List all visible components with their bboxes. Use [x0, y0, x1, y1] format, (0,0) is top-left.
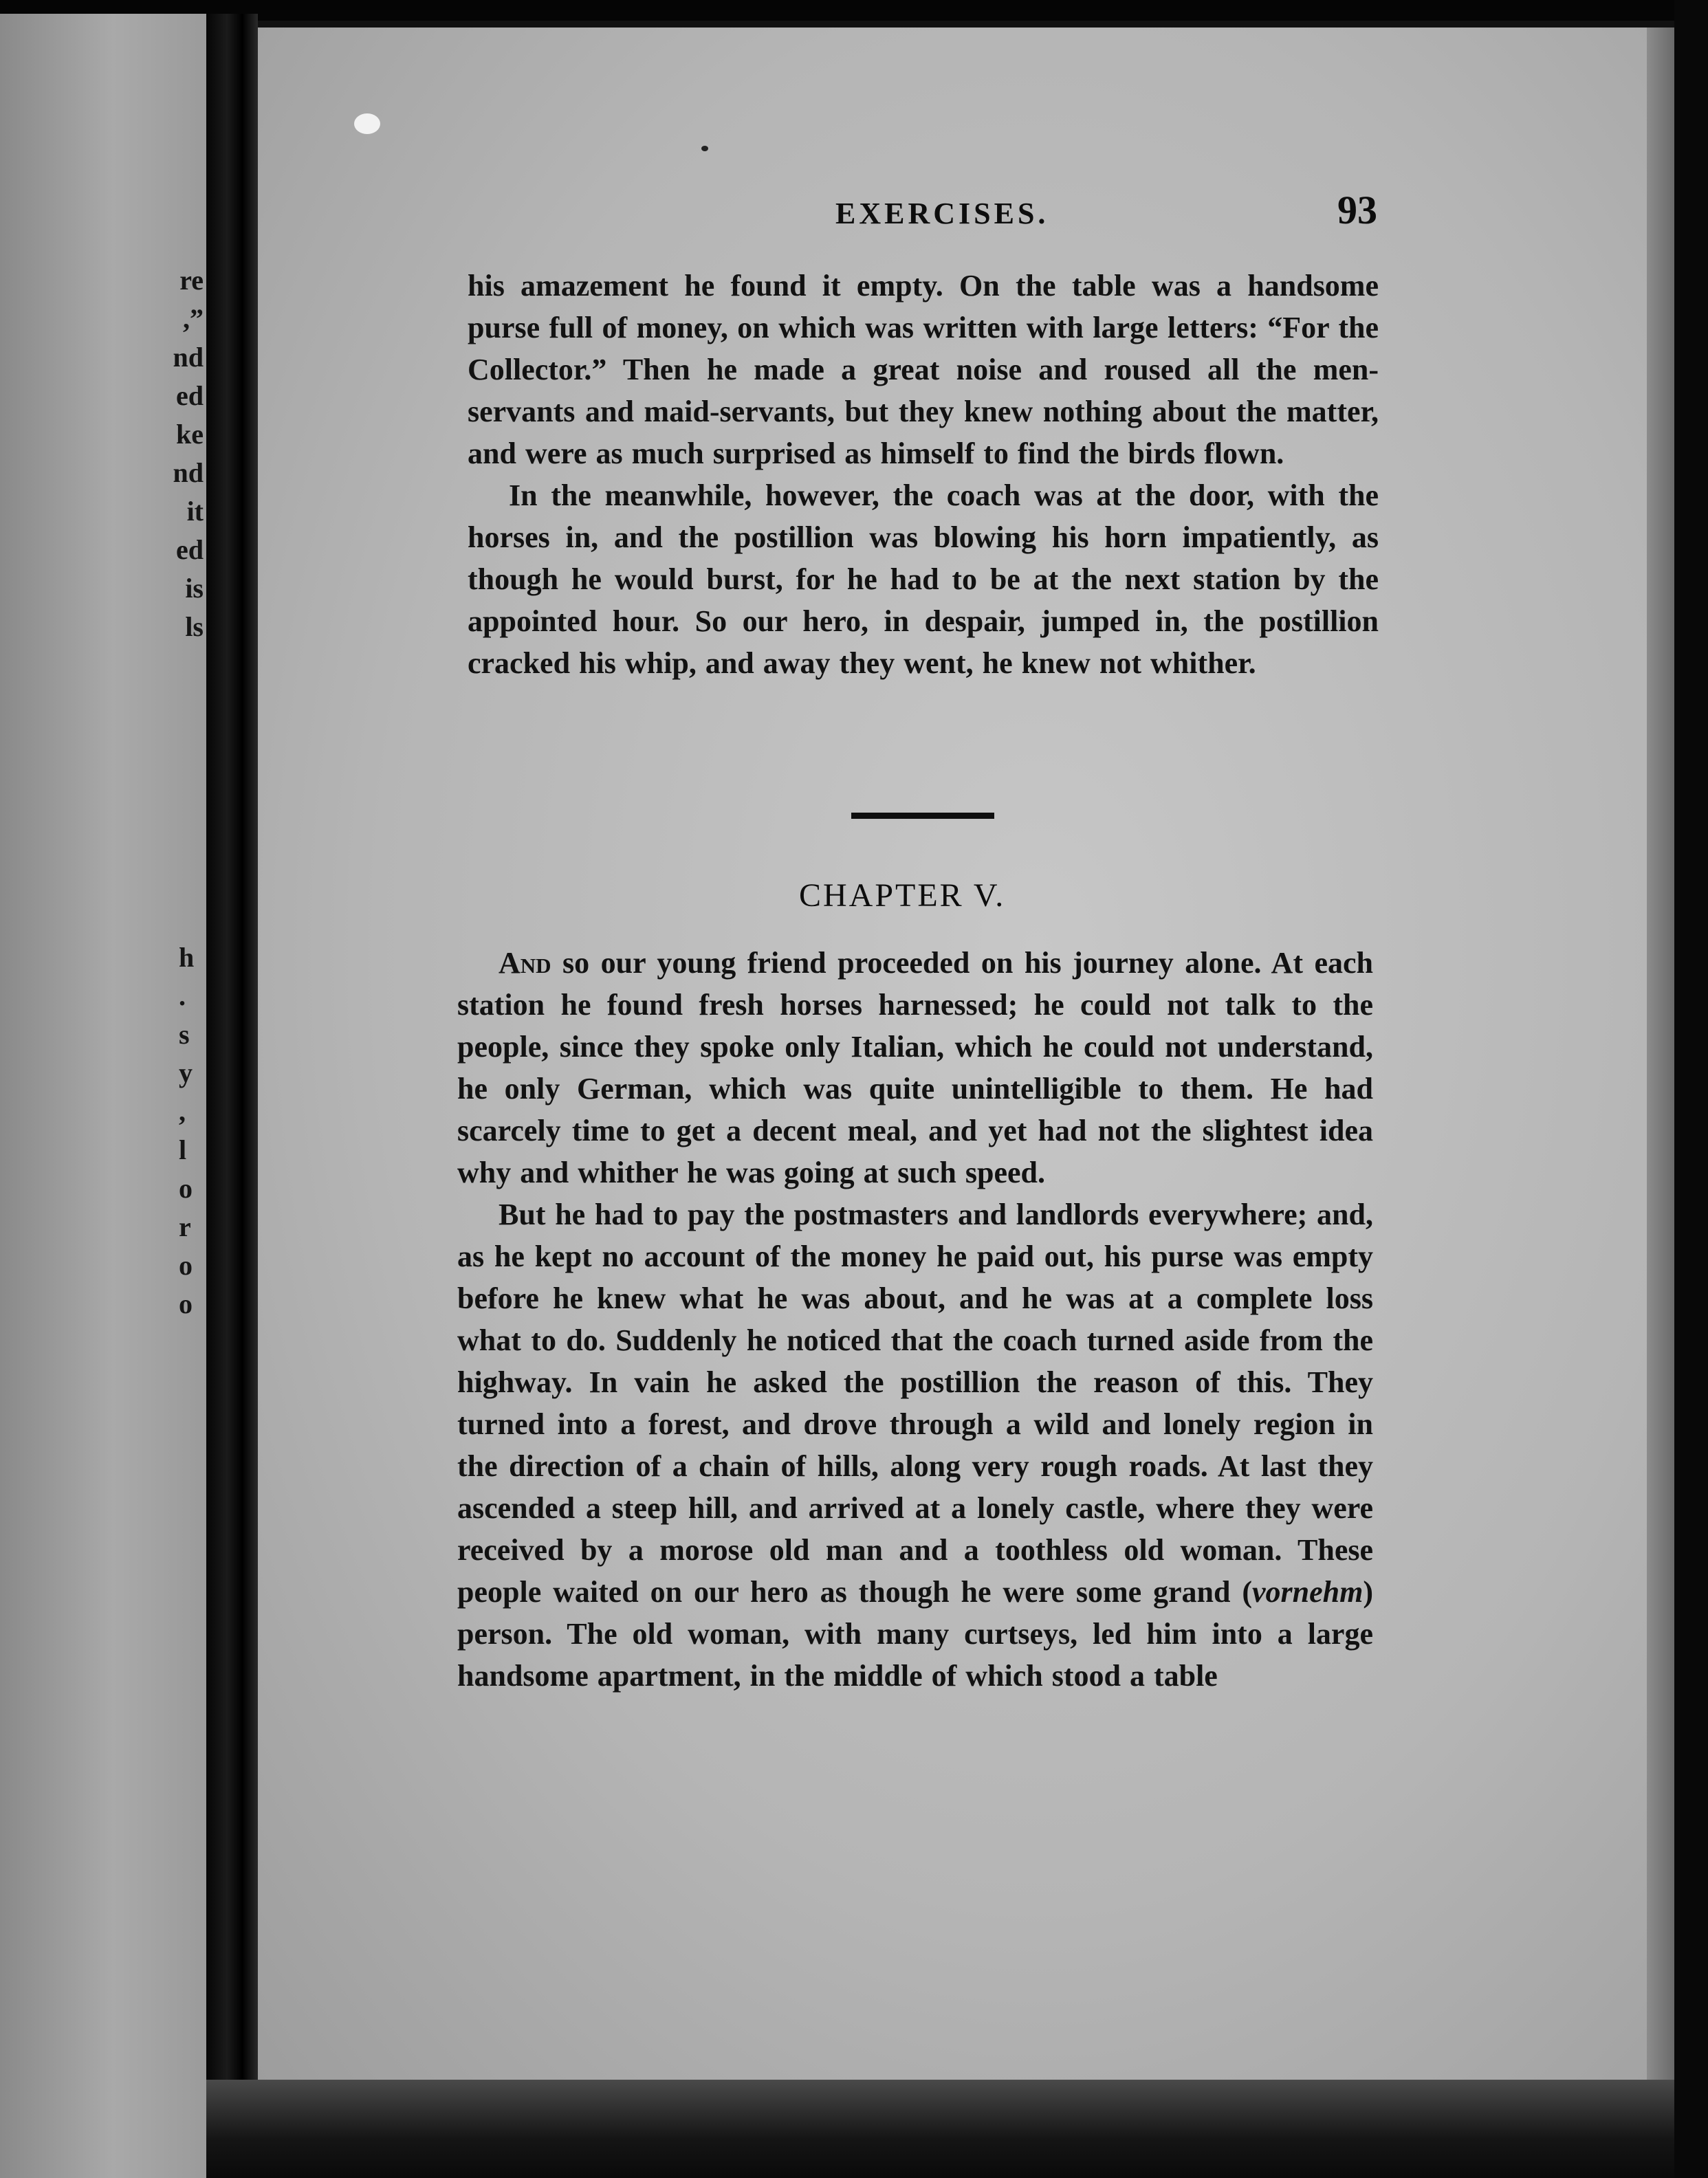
fragment: re	[179, 265, 204, 296]
fragment: s	[179, 1019, 190, 1050]
fragment: h	[179, 942, 195, 973]
fragment: o	[179, 1288, 193, 1319]
section-divider	[851, 813, 994, 819]
fragment: ,	[179, 1096, 186, 1127]
fragment: it	[186, 496, 204, 527]
foreign-word: vornehm	[1251, 1575, 1364, 1609]
fragment: l	[179, 1134, 187, 1165]
fragment: ls	[185, 611, 204, 642]
fragment: ,”	[183, 303, 204, 334]
fragment: is	[185, 573, 204, 604]
paragraph-text: ) person. The old woman, with many curtseys, led him into a large handsome apartment, in the middle of which stood a table	[457, 1575, 1373, 1693]
facing-page-line-fragments	[149, 261, 204, 646]
chapter-text-block	[457, 942, 1373, 1697]
fragment: nd	[173, 342, 204, 373]
book-gutter	[206, 14, 258, 2178]
fragment: ed	[176, 380, 204, 411]
fragment: o	[179, 1250, 193, 1281]
paragraph-text: But he had to pay the postmasters and landlords everywhere; and, as he kept no account of the money he paid out, his purse was empty before he knew what he was about, and he was at a complete loss what to do. Suddenly he noticed that the coach turned aside from the highway. In vain he asked the postillion the reason of this. They turned into a forest, and drove through a wild and lonely region in the direction of a chain of hills, along very rough roads. At last they ascended a steep hill, and arrived at a lonely castle, where they were received by a morose old man and a toothless old woman. These people waited on our hero as though he were some grand (	[457, 1198, 1373, 1609]
opening-word: And	[499, 946, 551, 980]
fragment: o	[179, 1173, 193, 1204]
paper-speck	[701, 146, 708, 151]
paragraph: In the meanwhile, however, the coach was at the door, with the horses in, and the postillion was blowing his horn impatiently, as though he would burst, for he had to be at the next station by the appointed hour. So our hero, in despair, jumped in, the postillion cracked his whip, and away they went, he knew not whither.	[468, 478, 1379, 680]
fragment: r	[179, 1211, 191, 1242]
paragraph	[457, 1194, 1373, 1697]
scan-right-border	[1674, 0, 1708, 2178]
page-edge-shadow	[1647, 28, 1674, 2080]
chapter-opening-paragraph	[457, 942, 1373, 1194]
scan-bottom-border	[206, 2080, 1674, 2178]
fragment: y	[179, 1057, 193, 1088]
fragment: .	[179, 980, 186, 1011]
facing-page-edge	[0, 14, 206, 2178]
fragment: ke	[176, 419, 204, 450]
paragraph-text: so our young friend proceeded on his journey alone. At each station he found fresh horses harnessed; he could not talk to the people, since they spoke only Italian, which he could not understand, he only German, which was quite unintelligible to them. He had scarcely time to get a decent meal, and yet had not the slightest idea why and whither he was going at such speed.	[457, 946, 1373, 1189]
chapter-title: CHAPTER V.	[799, 877, 1006, 914]
page-number: 93	[1337, 188, 1377, 232]
top-text-block	[468, 265, 1379, 684]
paper-speck	[354, 113, 380, 134]
paragraph-continued: his amazement he found it empty. On the table was a handsome purse full of money, on which was written with large letters: “For the Collector.” Then he made a great noise and roused all the men-servants and maid-servants, but they knew nothing about the matter, and were as much surprised as himself to find the birds flown.	[468, 269, 1379, 470]
running-title: EXERCISES.	[835, 197, 1049, 230]
facing-page-line-fragments-lower	[179, 938, 206, 1323]
fragment: nd	[173, 457, 204, 488]
fragment: ed	[176, 534, 204, 565]
